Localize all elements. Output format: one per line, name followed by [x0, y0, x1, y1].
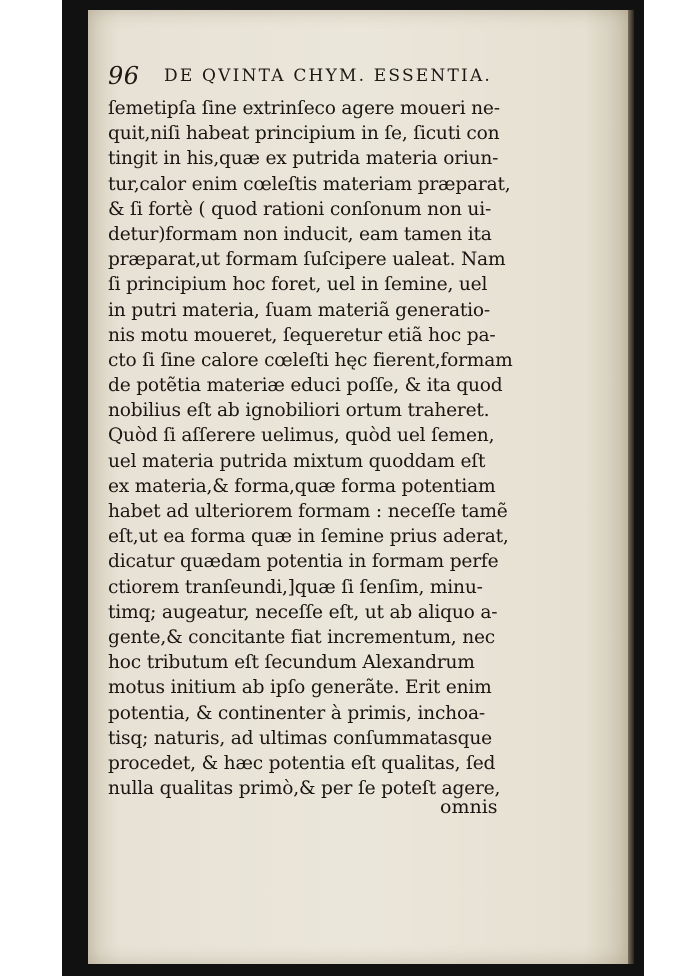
text-line: gente,& concitante fiat incrementum, nec: [108, 626, 496, 648]
text-line: uel materia putrida mixtum quoddam eſt: [108, 450, 486, 472]
text-line: tur,calor enim cœleſtis materiam præparat,: [108, 173, 511, 195]
text-line: de potẽtia materiæ educi poſſe, & ita quod: [108, 375, 503, 397]
page-edge: [628, 10, 634, 964]
body-text: [108, 96, 524, 801]
text-line: quit,niſi habeat principium in ſe, ſicuti con: [108, 123, 500, 145]
catchword: omnis: [440, 796, 498, 818]
text-line: tisq; naturis, ad ultimas conſummatasque: [108, 727, 492, 749]
text-line: procedet, & hæc potentia eſt qualitas, ſed: [108, 752, 496, 774]
running-head: [108, 62, 528, 96]
text-line: timq; augeatur, neceſſe eſt, ut ab aliquo a-: [108, 601, 498, 623]
text-line: dicatur quædam potentia in formam perfe: [108, 551, 499, 573]
page-number: 96: [108, 62, 140, 90]
text-line: ex materia,& forma,quæ forma potentiam: [108, 475, 496, 497]
text-line: nulla qualitas primò,& per ſe poteſt agere,: [108, 778, 501, 800]
text-line: potentia, & continenter à primis, inchoa-: [108, 702, 485, 724]
text-line: detur)formam non inducit, eam tamen ita: [108, 223, 492, 245]
text-line: ſemetipſa ſine extrinſeco agere moueri ne-: [108, 98, 500, 119]
text-line: tingit in his,quæ ex putrida materia oriun-: [108, 148, 499, 170]
text-line: motus initium ab ipſo generãte. Erit enim: [108, 677, 492, 699]
text-line: nis motu moueret, ſequeretur etiã hoc pa-: [108, 324, 496, 346]
text-line: in putri materia, ſuam materiã generatio-: [108, 299, 490, 321]
text-line: cto ſi ſine calore cœleſti hęc fierent,formam: [108, 349, 513, 371]
text-line: præparat,ut formam ſuſcipere ualeat. Nam: [108, 249, 506, 271]
text-line: habet ad ulteriorem formam : neceſſe tamẽ: [108, 501, 508, 522]
text-line: & ſi fortè ( quod rationi conſonum non ui-: [108, 198, 492, 220]
text-line: nobilius eſt ab ignobiliori ortum traheret.: [108, 400, 490, 422]
text-line: hoc tributum eſt ſecundum Alexandrum: [108, 652, 475, 674]
text-line: Quòd ſi aſſerere uelimus, quòd uel ſemen,: [108, 425, 495, 447]
text-line: ctiorem tranſeundi,]quæ ſi ſenſim, minu-: [108, 576, 483, 598]
text-line: ſi principium hoc foret, uel in ſemine, uel: [108, 274, 488, 296]
text-line: eſt,ut ea forma quæ in ſemine prius aderat,: [108, 526, 509, 548]
running-title: DE QVINTA CHYM. ESSENTIA.: [164, 66, 493, 86]
